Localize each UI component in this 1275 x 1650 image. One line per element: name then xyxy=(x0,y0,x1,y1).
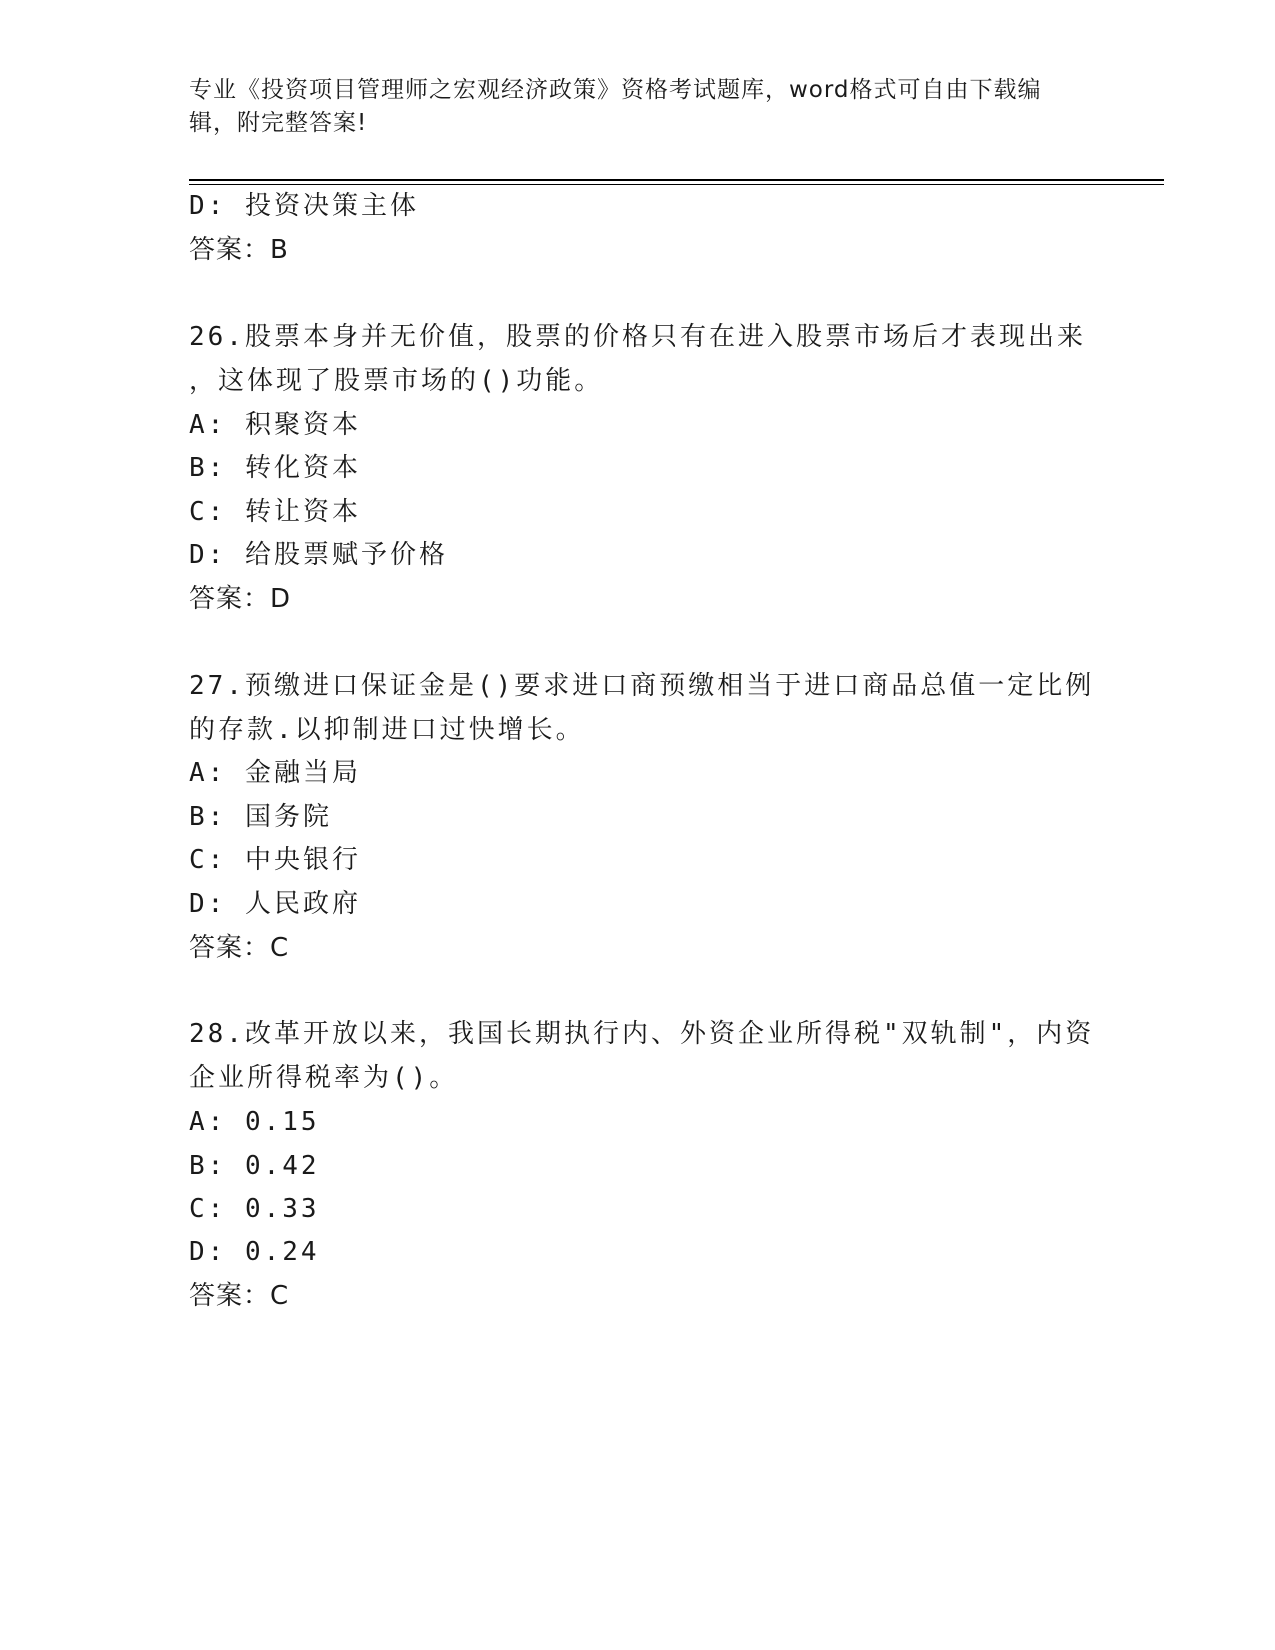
question-28-answer: 答案：C xyxy=(189,1281,290,1311)
question-26-stem-line-1: 26.股票本身并无价值，股票的价格只有在进入股票市场后才表现出来 xyxy=(189,322,1086,352)
question-27-stem-line-1: 27.预缴进口保证金是()要求进口商预缴相当于进口商品总值一定比例 xyxy=(189,671,1095,701)
question-27-stem-line-2: 的存款.以抑制进口过快增长。 xyxy=(189,715,585,745)
question-28-stem-line-1: 28.改革开放以来，我国长期执行内、外资企业所得税"双轨制"，内资 xyxy=(189,1019,1095,1049)
question-27-answer: 答案：C xyxy=(189,933,290,963)
question-26-option-b: B: 转化资本 xyxy=(189,453,361,483)
question-27-option-a: A: 金融当局 xyxy=(189,758,361,788)
question-28-option-c: C: 0.33 xyxy=(189,1194,320,1224)
question-27-option-c: C: 中央银行 xyxy=(189,845,361,875)
question-28-option-b: B: 0.42 xyxy=(189,1151,320,1181)
question-26-stem-line-2: ，这体现了股票市场的()功能。 xyxy=(189,366,604,396)
document-header xyxy=(189,74,1089,140)
prev-option-d: D: 投资决策主体 xyxy=(189,191,419,221)
question-28-stem-line-2: 企业所得税率为()。 xyxy=(189,1063,459,1093)
header-divider-thick xyxy=(189,179,1164,181)
prev-answer: 答案：B xyxy=(189,235,289,265)
header-line-1: 专业《投资项目管理师之宏观经济政策》资格考试题库，word格式可自由下载编 xyxy=(189,77,1042,103)
question-28-option-d: D: 0.24 xyxy=(189,1237,320,1267)
question-27-option-d: D: 人民政府 xyxy=(189,889,361,919)
header-divider-thin xyxy=(189,184,1164,185)
question-26-option-d: D: 给股票赋予价格 xyxy=(189,540,448,570)
question-28-option-a: A: 0.15 xyxy=(189,1107,320,1137)
question-26-option-c: C: 转让资本 xyxy=(189,497,361,527)
header-line-2: 辑，附完整答案! xyxy=(189,110,368,136)
question-27-option-b: B: 国务院 xyxy=(189,802,332,832)
question-26-answer: 答案：D xyxy=(189,584,292,614)
question-26-option-a: A: 积聚资本 xyxy=(189,410,361,440)
